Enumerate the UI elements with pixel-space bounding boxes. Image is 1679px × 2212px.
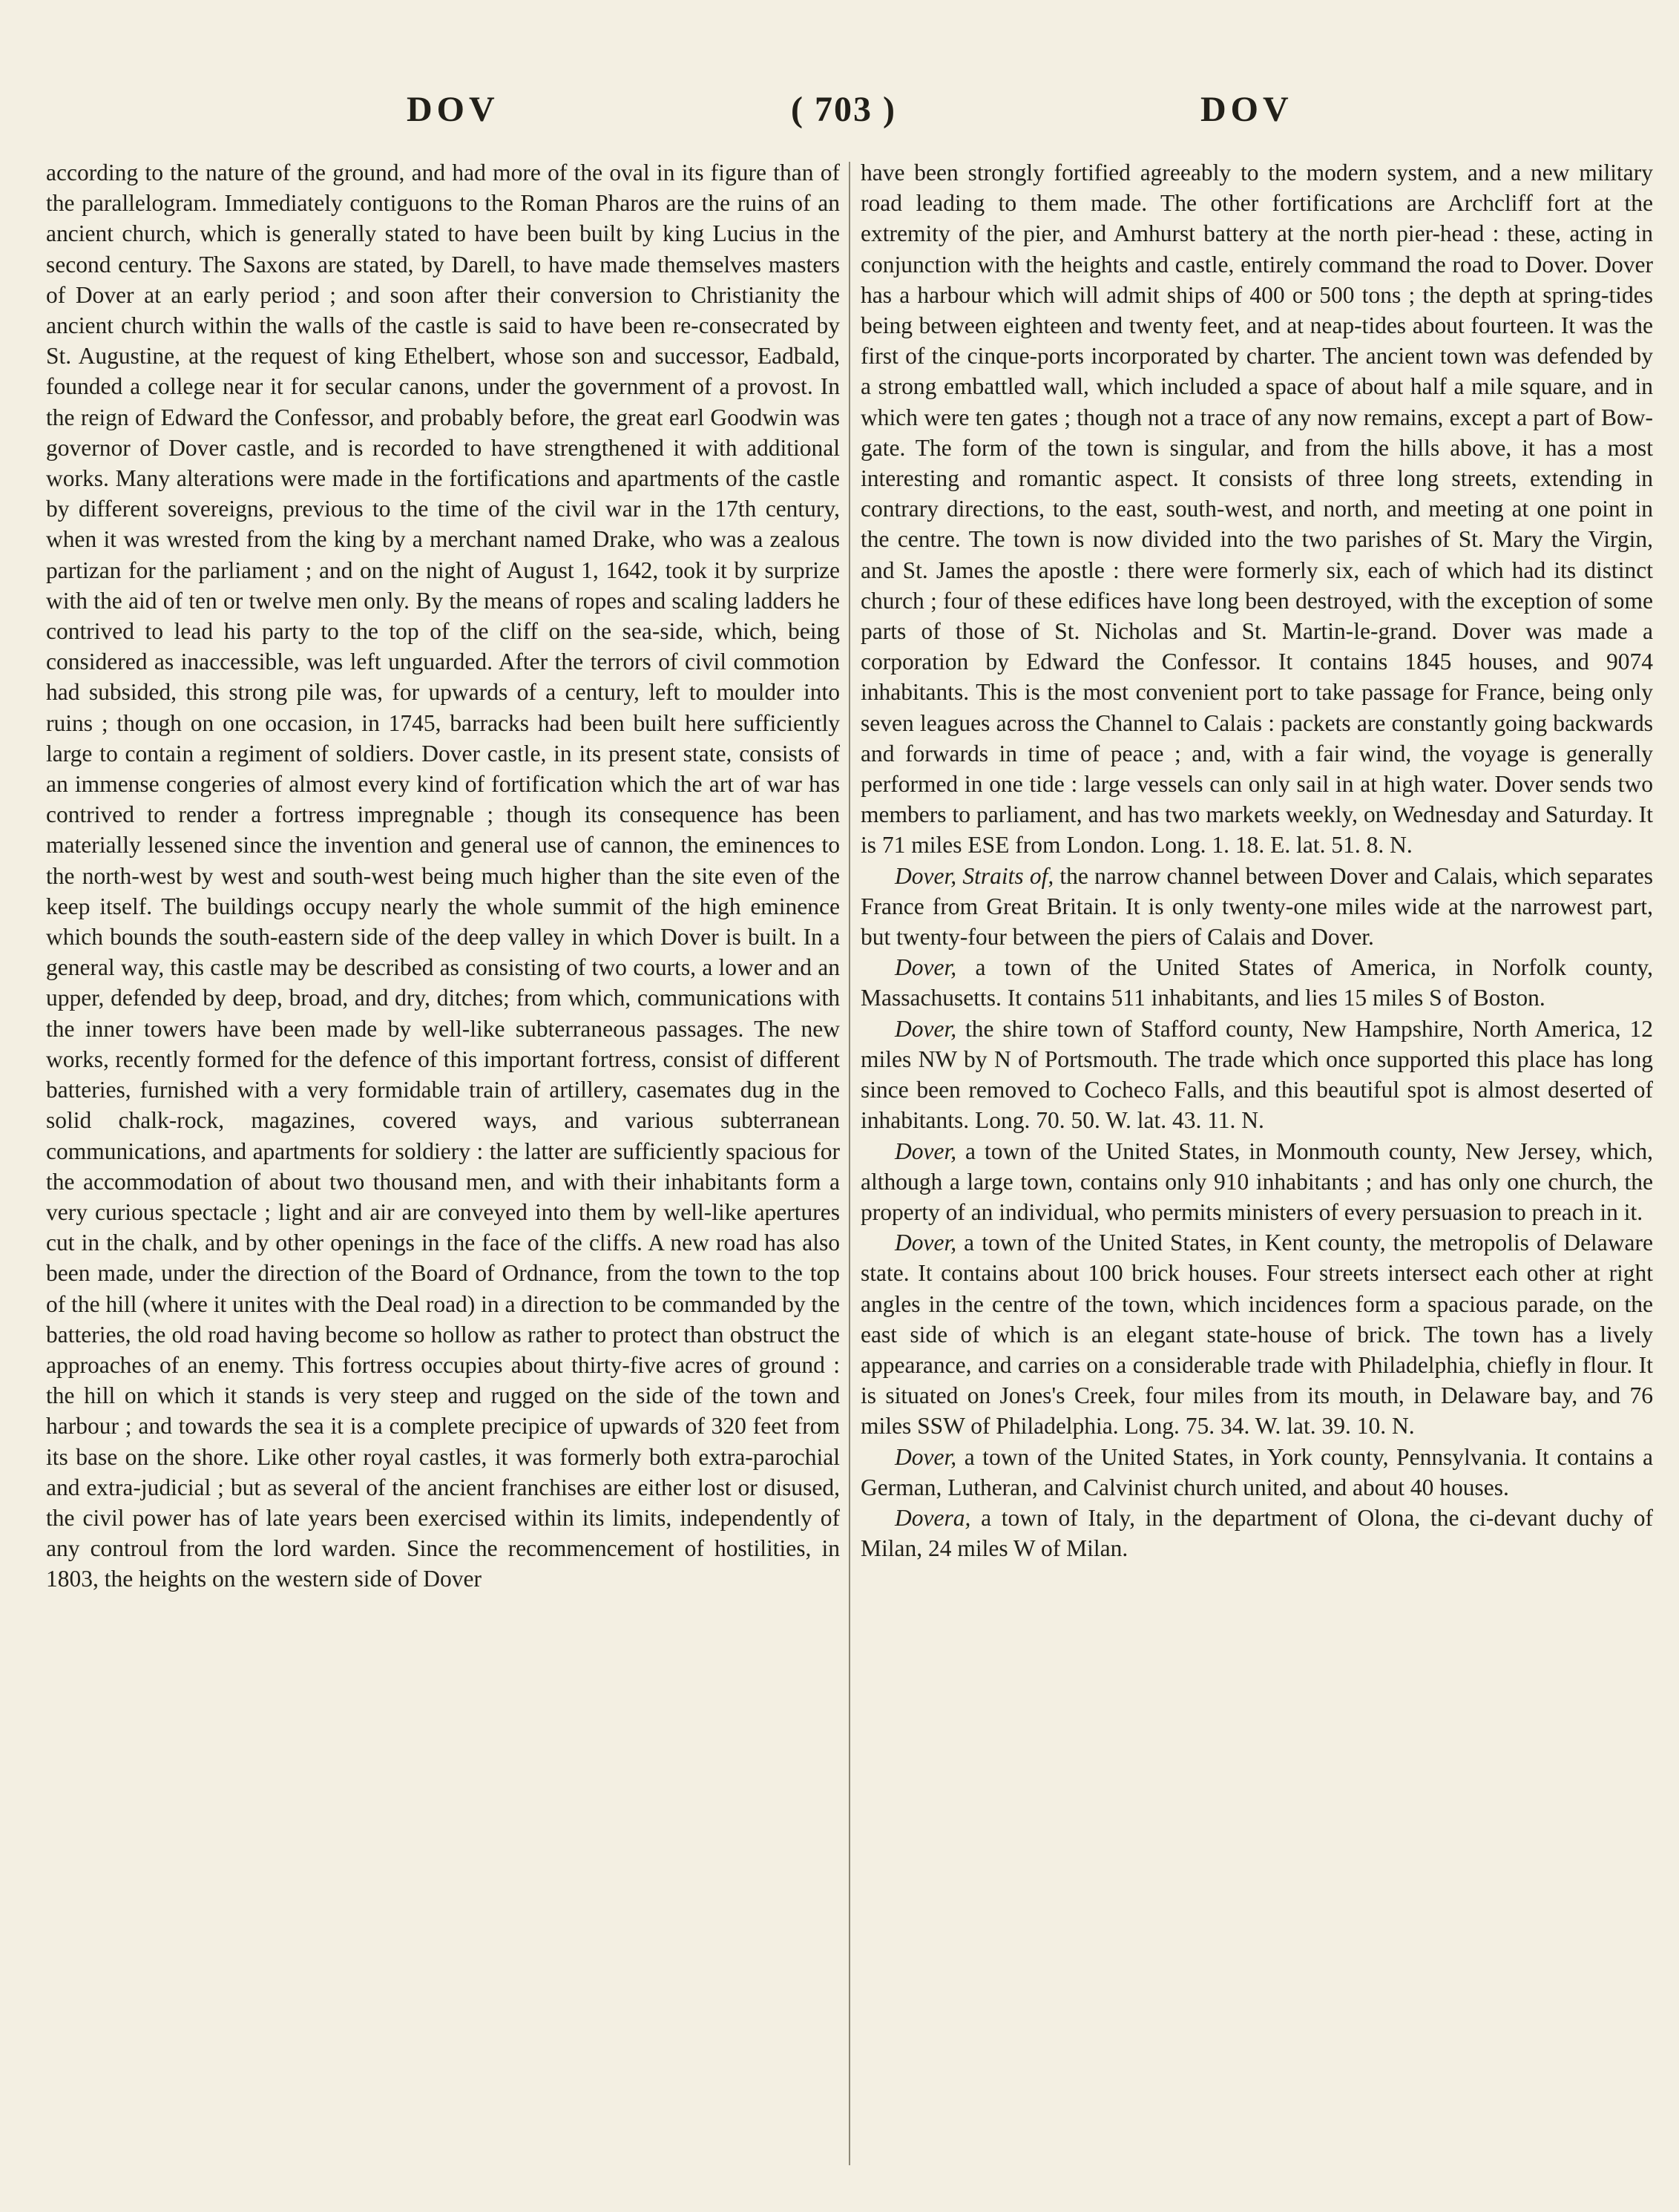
entry-text: a town of Italy, in the department of Olona, the ci-devant duchy of Milan, 24 miles W of Milan. [861, 1504, 1653, 1562]
entry-text: a town of the United States, in Monmouth county, New Jersey, which, although a large town, contains only 910 inhabitants ; and has only one church, the property of an individual, who permits ministers of every persuasion to preach in it. [861, 1138, 1653, 1225]
entry-headword: Dover, Straits of, [895, 862, 1054, 889]
entry-dover-pennsylvania [861, 1442, 1653, 1503]
entry-text: the narrow channel between Dover and Calais, which separates France from Great Britain. It is only twenty-one miles wide at the narrowest part, but twenty-four between the piers of Calais and Dover. [861, 862, 1653, 951]
page-number: ( 703 ) [791, 90, 896, 129]
header-left: DOV [407, 90, 499, 129]
entry-text: a town of the United States, in Kent county, the metropolis of Delaware state. It contains about 100 brick houses. Four streets intersect each other at right angles in the centre of the town, which incidences form a spacious parade, on the east side of which is an elegant state-house of brick. The town has a lively appearance, and carries on a considerable trade with Philadelphia, chiefly in flour. It is situated on Jones's Creek, four miles from its mouth, in Delaware bay, and 76 miles SSW of Philadelphia. Long. 75. 34. W. lat. 39. 10. N. [861, 1230, 1653, 1440]
right-column [861, 157, 1653, 1563]
entry-headword: Dovera, [895, 1504, 971, 1531]
entry-headword: Dover, [895, 1015, 957, 1042]
entry-text: a town of the United States, in York county, Pennsylvania. It contains a German, Lutheran, and Calvinist church united, and about 40 houses. [861, 1443, 1653, 1500]
header-right: DOV [1200, 90, 1293, 129]
left-column [46, 157, 840, 1595]
entry-dover-new-hampshire [861, 1014, 1653, 1136]
entry-dover-straits [861, 861, 1653, 953]
entry-headword: Dover, [895, 954, 957, 981]
left-column-text: according to the nature of the ground, and had more of the oval in its figure than of the parallelogram. Immediately contiguons to the Roman Pharos are the ruins of an ancient church, which is generally stated to have been built by king Lucius in the second century. The Saxons are stated, by Darell, to have made themselves masters of Dover at an early period ; and soon after their conversion to Christianity the ancient church within the walls of the castle is said to have been re-consecrated by St. Augustine, at the request of king Ethelbert, whose son and successor, Eadbald, founded a college near it for secular canons, under the government of a provost. In the reign of Edward the Confessor, and probably before, the great earl Goodwin was governor of Dover castle, and is recorded to have strengthened it with additional works. Many alterations were made in the fortifications and apartments of the castle by different sovereigns, previous to the time of the civil war in the 17th century, when it was wrested from the king by a merchant named Drake, who was a zealous partizan for the parliament ; and on the night of August 1, 1642, took it by surprize with the aid of ten or twelve men only. By the means of ropes and scaling ladders he contrived to lead his party to the top of the cliff on the sea-side, which, being considered as inaccessible, was left unguarded. After the terrors of civil commotion had subsided, this strong pile was, for upwards of a century, left to moulder into ruins ; though on one occasion, in 1745, barracks had been built here sufficiently large to contain a regiment of soldiers. Dover castle, in its present state, consists of an immense congeries of almost every kind of fortification which the art of war has contrived to render a fortress impregnable ; though its consequence has been materially lessened since the invention and general use of cannon, the eminences to the north-west by west and south-west being much higher than the site even of the keep itself. The buildings occupy nearly the whole summit of the high eminence which bounds the south-eastern side of the deep valley in which Dover is built. In a general way, this castle may be described as consisting of two courts, a lower and an upper, defended by deep, broad, and dry, ditches; from which, communications with the inner towers have been made by well-like subterraneous passages. The new works, recently formed for the defence of this important fortress, consist of different batteries, furnished with a very formidable train of artillery, casemates dug in the solid chalk-rock, magazines, covered ways, and various subterranean communications, and apartments for soldiery : the latter are sufficiently spacious for the accommodation of about two thousand men, and with their inhabitants form a very curious spectacle ; light and air are conveyed into them by well-like apertures cut in the chalk, and by other openings in the face of the cliffs. A new road has also been made, under the direction of the Board of Ordnance, from the town to the top of the hill (where it unites with the Deal road) in a direction to be commanded by the batteries, the old road having become so hollow as rather to protect than obstruct the approaches of an enemy. This fortress occupies about thirty-five acres of ground : the hill on which it stands is very steep and rugged on the side of the town and harbour ; and towards the sea it is a complete precipice of upwards of 320 feet from its base on the shore. Like other royal castles, it was formerly both extra-parochial and extra-judicial ; but as several of the ancient franchises are either lost or disused, the civil power has of late years been exercised within its limits, independently of any controul from the lord warden. Since the recommencement of hostilities, in 1803, the heights on the western side of Dover [46, 160, 840, 1592]
running-header [0, 88, 1679, 132]
entry-dover-new-jersey [861, 1136, 1653, 1228]
column-divider [849, 162, 850, 2165]
entry-text: a town of the United States of America, in Norfolk county, Massachusetts. It contains 511 inhabitants, and lies 15 miles S of Boston. [861, 954, 1653, 1011]
entry-headword: Dover, [895, 1443, 957, 1470]
entry-headword: Dover, [895, 1230, 957, 1256]
entry-headword: Dover, [895, 1138, 957, 1164]
entry-dover-delaware [861, 1227, 1653, 1441]
continuation-paragraph: have been strongly fortified agreeably to the modern system, and a new military road leading to them made. The other fortifications are Archcliff fort at the extremity of the pier, and Amhurst battery at the north pier-head : these, acting in conjunction with the heights and castle, entirely command the road to Dover. Dover has a harbour which will admit ships of 400 or 500 tons ; the depth at spring-tides being between eighteen and twenty feet, and at neap-tides about fourteen. It was the first of the cinque-ports incorporated by charter. The ancient town was defended by a strong embattled wall, which included a space of about half a mile square, and in which were ten gates ; though not a trace of any now remains, except a part of Bow-gate. The form of the town is singular, and from the hills above, it has a most interesting and romantic aspect. It consists of three long streets, extending in contrary directions, to the east, south-west, and north, and meeting at one point in the centre. The town is now divided into the two parishes of St. Mary the Virgin, and St. James the apostle : there were formerly six, each of which had its distinct church ; four of these edifices have long been destroyed, with the exception of some parts of those of St. Nicholas and St. Martin-le-grand. Dover was made a corporation by Edward the Confessor. It contains 1845 houses, and 9074 inhabitants. This is the most convenient port to take passage for France, being only seven leagues across the Channel to Calais : packets are constantly going backwards and forwards in time of peace ; and, with a fair wind, the voyage is generally performed in one tide : large vessels can only sail in at high water. Dover sends two members to parliament, and has two markets weekly, on Wednesday and Saturday. It is 71 miles ESE from London. Long. 1. 18. E. lat. 51. 8. N. [861, 160, 1653, 859]
entry-text: the shire town of Stafford county, New Hampshire, North America, 12 miles NW by N of Portsmouth. The trade which once supported this place has long since been removed to Cocheco Falls, and this beautiful spot is almost deserted of inhabitants. Long. 70. 50. W. lat. 43. 11. N. [861, 1015, 1653, 1134]
entry-dover-massachusetts [861, 952, 1653, 1013]
entry-dovera [861, 1503, 1653, 1563]
